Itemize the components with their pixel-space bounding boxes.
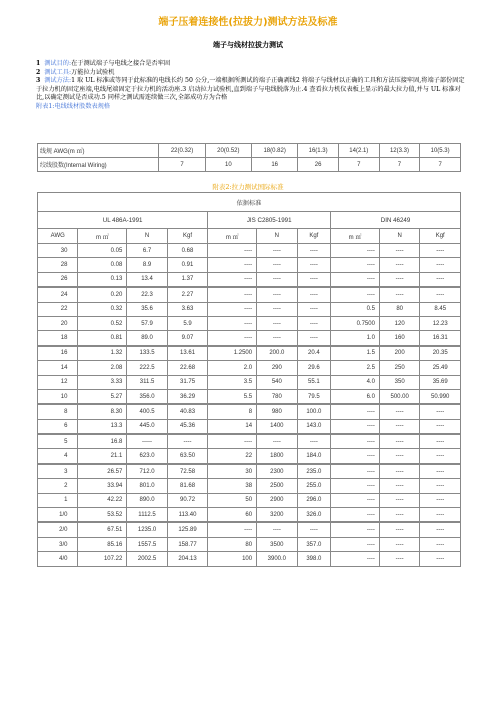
table-cell: ----	[208, 302, 257, 316]
table-cell: 40.83	[167, 404, 207, 419]
table-row	[38, 144, 461, 158]
table-cell: ----	[257, 316, 297, 330]
table-cell: 8	[38, 404, 78, 419]
table-cell: ----	[297, 287, 330, 302]
table-cell: 5.5	[208, 389, 257, 404]
table-cell: 2.27	[167, 287, 207, 302]
table-cell: ----	[379, 537, 419, 551]
table-cell: 4.0	[331, 375, 380, 389]
table-cell: 20.4	[297, 346, 330, 361]
table-cell: 0.91	[167, 258, 207, 272]
table-cell: 35.69	[420, 375, 461, 389]
table-cell: 1557.5	[127, 537, 167, 551]
table-cell: 24	[38, 287, 78, 302]
table-cell: ----	[208, 434, 257, 449]
table-cell: 3900.0	[257, 552, 297, 566]
table-cell: ----	[297, 258, 330, 272]
table-cell: ----	[420, 464, 461, 479]
table-cell: 28	[38, 258, 78, 272]
table-row	[38, 508, 461, 523]
test-description	[36, 60, 466, 111]
table-cell: ----	[331, 508, 380, 523]
wire-strand-table	[37, 143, 461, 172]
table-cell: ----	[420, 287, 461, 302]
group-header: JIS C2805-1991	[208, 212, 331, 229]
table-row	[38, 449, 461, 464]
table-cell: ----	[257, 258, 297, 272]
table-cell: 26.57	[78, 464, 127, 479]
table-cell: 72.58	[167, 464, 207, 479]
table-cell: 36.29	[167, 389, 207, 404]
table-cell: 55.1	[297, 375, 330, 389]
table-cell: 26	[298, 158, 339, 172]
table-cell: 2002.5	[127, 552, 167, 566]
table-row	[38, 389, 461, 404]
table2-caption: 附表2:拉力测试国际标准	[212, 183, 284, 191]
table-cell: 143.0	[297, 419, 330, 434]
table-cell: 10(5.3)	[420, 144, 461, 158]
table-cell: 1.37	[167, 272, 207, 287]
table-cell: 85.16	[78, 537, 127, 551]
table-cell: 60	[208, 508, 257, 523]
table-cell: 0.5	[331, 302, 380, 316]
table-row	[38, 537, 461, 551]
table-cell: 80	[208, 537, 257, 551]
table-cell: 2900	[257, 493, 297, 507]
table-cell: 16.31	[420, 331, 461, 346]
table-row	[38, 419, 461, 434]
table-cell: 20.35	[420, 346, 461, 361]
table-cell: 184.0	[297, 449, 330, 464]
table-cell: ----	[257, 522, 297, 537]
table-cell: ----	[257, 272, 297, 287]
table-cell: 235.0	[297, 464, 330, 479]
table-cell: 1235.0	[127, 522, 167, 537]
table-cell: ----	[420, 258, 461, 272]
table-cell: 3/0	[38, 537, 78, 551]
table-cell: 22(0.32)	[159, 144, 205, 158]
table-cell: 20(0.52)	[205, 144, 251, 158]
table-cell: ----	[257, 287, 297, 302]
table-cell: 57.9	[127, 316, 167, 330]
table-cell: 8	[208, 404, 257, 419]
table-cell: 线规 AWG(m ㎡)	[38, 144, 159, 158]
table-cell: ----	[257, 331, 297, 346]
table-cell: ----	[331, 287, 380, 302]
table-cell: 9.07	[167, 331, 207, 346]
table-cell: 357.0	[297, 537, 330, 551]
table-cell: 400.5	[127, 404, 167, 419]
table-cell: 7	[338, 158, 379, 172]
table-cell: 158.77	[167, 537, 207, 551]
table-cell: 2.08	[78, 361, 127, 375]
table-cell: 107.22	[78, 552, 127, 566]
table-cell: ----	[379, 479, 419, 493]
table-cell: 712.0	[127, 464, 167, 479]
table-cell: 500.00	[379, 389, 419, 404]
column-header: AWG	[38, 229, 78, 244]
table-cell: ----	[331, 404, 380, 419]
column-header: m ㎡	[208, 229, 257, 244]
table-row	[38, 346, 461, 361]
table-cell: 100.0	[297, 404, 330, 419]
column-header: Kgf	[420, 229, 461, 244]
table-cell: 255.0	[297, 479, 330, 493]
table-cell: 350	[379, 375, 419, 389]
table-cell: 79.5	[297, 389, 330, 404]
table-cell: ----	[208, 331, 257, 346]
table-row	[38, 361, 461, 375]
table-cell: 5.27	[78, 389, 127, 404]
table-row	[38, 272, 461, 287]
table-cell: 16(1.3)	[298, 144, 339, 158]
table-cell: ----	[331, 272, 380, 287]
table-cell: ----	[420, 449, 461, 464]
document-title: 端子压着连接性(拉拔力)测试方法及标准	[158, 17, 338, 28]
item-method: 3 测试方法:1 取 UL 标准或等同于此标准的电线长约 50 公分,一端根据所测试的端子正确剥线2 将端子与线材以正确的工具和方法压接牢固,将端子部份固定于拉力机的固定座端,电线尾端固定于拉力机的活动座.3 启动拉力试验机,直到端子与电线脱落为止.4 查看拉力机仪表板上显示的最大拉力值,并与 UL 标准对比,以确定测试是否成功.5 同样之测试需连续做三次,全部成功方为合格	[36, 77, 465, 101]
table-cell: 1800	[257, 449, 297, 464]
table-cell: 326.0	[297, 508, 330, 523]
table-cell: ----	[331, 537, 380, 551]
table-cell: 890.0	[127, 493, 167, 507]
table-cell: -----	[127, 434, 167, 449]
table-cell: ----	[257, 434, 297, 449]
table-cell: 1/0	[38, 508, 78, 523]
table-cell: ----	[331, 419, 380, 434]
table-cell: ----	[331, 244, 380, 258]
table-cell: 22.3	[127, 287, 167, 302]
table-cell: 12	[38, 375, 78, 389]
table-cell: ----	[420, 537, 461, 551]
table-cell: 6.7	[127, 244, 167, 258]
table-row	[38, 493, 461, 507]
item-purpose: 1 测试目的:在于测试端子与电线之接合是否牢固	[36, 60, 171, 67]
table-row	[38, 375, 461, 389]
table-cell: 22	[38, 302, 78, 316]
table-cell: 45.36	[167, 419, 207, 434]
table-cell: 20	[38, 316, 78, 330]
table-cell: 30	[38, 244, 78, 258]
table-cell: 30	[208, 464, 257, 479]
table-cell: 5	[38, 434, 78, 449]
table-cell: ----	[420, 419, 461, 434]
table-cell: 120	[379, 316, 419, 330]
table-cell: ----	[257, 302, 297, 316]
table-cell: ----	[167, 434, 207, 449]
column-header: N	[127, 229, 167, 244]
table-cell: ----	[379, 244, 419, 258]
table-cell: ----	[331, 493, 380, 507]
table-cell: ----	[297, 434, 330, 449]
table-cell: 0.13	[78, 272, 127, 287]
table-cell: ----	[379, 464, 419, 479]
item-tool: 2 测试工具:万能拉力试验机	[36, 68, 115, 76]
table-cell: 2300	[257, 464, 297, 479]
table-cell: 10	[205, 158, 251, 172]
table-cell: 13.3	[78, 419, 127, 434]
table-cell: 16	[38, 346, 78, 361]
table-cell: 3.5	[208, 375, 257, 389]
table-cell: ----	[379, 272, 419, 287]
table-cell: 623.0	[127, 449, 167, 464]
table-cell: 204.13	[167, 552, 207, 566]
table-cell: 4	[38, 449, 78, 464]
table-cell: 0.68	[167, 244, 207, 258]
table-row	[38, 244, 461, 258]
table-cell: 1.0	[331, 331, 380, 346]
table-cell: 3.33	[78, 375, 127, 389]
table-cell: ----	[379, 552, 419, 566]
table-cell: 18	[38, 331, 78, 346]
table-cell: ----	[208, 258, 257, 272]
table-cell: ----	[297, 272, 330, 287]
table-cell: 13.61	[167, 346, 207, 361]
table-cell: ----	[379, 258, 419, 272]
table-cell: 22	[208, 449, 257, 464]
table-cell: 8.30	[78, 404, 127, 419]
table-cell: 296.0	[297, 493, 330, 507]
table-cell: ----	[208, 287, 257, 302]
table-cell: 780	[257, 389, 297, 404]
table-row	[38, 404, 461, 419]
table-cell: 3.63	[167, 302, 207, 316]
table-cell: ----	[257, 244, 297, 258]
table-body	[38, 244, 461, 567]
table-cell: 2500	[257, 479, 297, 493]
table-cell: 12.23	[420, 316, 461, 330]
table-cell: ----	[420, 508, 461, 523]
table-cell: 10	[38, 389, 78, 404]
table-cell: ----	[331, 434, 380, 449]
table-cell: 6.0	[331, 389, 380, 404]
table-cell: 5.9	[167, 316, 207, 330]
table-cell: 绞线股数(Internal Wiring)	[38, 158, 159, 172]
table-cell: ----	[208, 244, 257, 258]
group-header: UL 486A-1991	[38, 212, 208, 229]
table-row	[38, 158, 461, 172]
table-cell: ----	[331, 479, 380, 493]
table-cell: 250	[379, 361, 419, 375]
table-row	[38, 464, 461, 479]
table-cell: 16	[252, 158, 298, 172]
table-cell: ----	[331, 522, 380, 537]
table-cell: ----	[379, 508, 419, 523]
table-cell: 2.5	[331, 361, 380, 375]
table-cell: 50.990	[420, 389, 461, 404]
table-cell: 160	[379, 331, 419, 346]
table-cell: 16.8	[78, 434, 127, 449]
table-cell: ----	[420, 493, 461, 507]
table-cell: 18(0.82)	[252, 144, 298, 158]
pull-force-standard-table	[37, 192, 461, 567]
table-cell: ----	[208, 272, 257, 287]
table-cell: 8.45	[420, 302, 461, 316]
table-cell: 7	[379, 158, 420, 172]
table-cell: 25.49	[420, 361, 461, 375]
table-row	[38, 229, 461, 244]
table-cell: 100	[208, 552, 257, 566]
table-cell: 0.08	[78, 258, 127, 272]
table-cell: 63.50	[167, 449, 207, 464]
table-cell: ----	[420, 552, 461, 566]
column-header: N	[379, 229, 419, 244]
table-cell: 90.72	[167, 493, 207, 507]
table-cell: 67.51	[78, 522, 127, 537]
table-cell: ----	[208, 522, 257, 537]
table-cell: 113.40	[167, 508, 207, 523]
table-cell: ----	[379, 287, 419, 302]
table-cell: 0.52	[78, 316, 127, 330]
table-cell: 290	[257, 361, 297, 375]
table-cell: 200	[379, 346, 419, 361]
table-row	[38, 287, 461, 302]
table-cell: 33.94	[78, 479, 127, 493]
table-cell: ----	[379, 522, 419, 537]
table-cell: ----	[297, 302, 330, 316]
table-row	[38, 212, 461, 229]
table-row	[38, 552, 461, 566]
table-cell: ----	[331, 552, 380, 566]
table-cell: 2/0	[38, 522, 78, 537]
table-cell: ----	[297, 244, 330, 258]
document-subtitle: 端子与线材拉拔力测试	[213, 41, 283, 49]
table-cell: 2.0	[208, 361, 257, 375]
table-cell: 125.89	[167, 522, 207, 537]
table-cell: ----	[208, 316, 257, 330]
table-cell: 21.1	[78, 449, 127, 464]
table-cell: ----	[420, 404, 461, 419]
column-header: m ㎡	[78, 229, 127, 244]
table-cell: 6	[38, 419, 78, 434]
table-cell: 14(2.1)	[338, 144, 379, 158]
table-cell: 0.32	[78, 302, 127, 316]
table-cell: 0.7500	[331, 316, 380, 330]
table-cell: 1400	[257, 419, 297, 434]
table-cell: 22.68	[167, 361, 207, 375]
table-row	[38, 316, 461, 330]
table-row	[38, 522, 461, 537]
table-cell: 53.52	[78, 508, 127, 523]
table-cell: 14	[38, 361, 78, 375]
table-cell: 35.6	[127, 302, 167, 316]
table-cell: 1.32	[78, 346, 127, 361]
table-row	[38, 193, 461, 212]
table-cell: 2	[38, 479, 78, 493]
table-cell: ----	[379, 404, 419, 419]
table-row	[38, 302, 461, 316]
table-cell: 200.0	[257, 346, 297, 361]
item-appendix1: 附表1:电线线材股数表规格	[36, 102, 111, 110]
table-cell: ----	[379, 449, 419, 464]
table-cell: 356.0	[127, 389, 167, 404]
table-cell: 445.0	[127, 419, 167, 434]
table-cell: 222.5	[127, 361, 167, 375]
table-cell: ----	[420, 272, 461, 287]
table-cell: 133.5	[127, 346, 167, 361]
basis-header: 依据标准	[38, 193, 461, 212]
table-cell: 26	[38, 272, 78, 287]
table-cell: 42.22	[78, 493, 127, 507]
table-cell: 3500	[257, 537, 297, 551]
table-cell: 31.75	[167, 375, 207, 389]
table-cell: 12(3.3)	[379, 144, 420, 158]
table-row	[38, 331, 461, 346]
table-cell: 311.5	[127, 375, 167, 389]
table-cell: 14	[208, 419, 257, 434]
table-row	[38, 258, 461, 272]
table-cell: 8.9	[127, 258, 167, 272]
group-header: DIN 46249	[331, 212, 461, 229]
table-cell: 1.2500	[208, 346, 257, 361]
column-header: Kgf	[167, 229, 207, 244]
table-cell: 398.0	[297, 552, 330, 566]
table-cell: 1112.5	[127, 508, 167, 523]
table-cell: 4/0	[38, 552, 78, 566]
table-cell: ----	[331, 258, 380, 272]
table-cell: ----	[331, 464, 380, 479]
table-cell: 7	[159, 158, 205, 172]
table-cell: 38	[208, 479, 257, 493]
table-cell: 0.20	[78, 287, 127, 302]
table-cell: ----	[297, 331, 330, 346]
table-cell: ----	[379, 493, 419, 507]
table-cell: 801.0	[127, 479, 167, 493]
column-header: N	[257, 229, 297, 244]
table-cell: 3	[38, 464, 78, 479]
column-header: m ㎡	[331, 229, 380, 244]
table-cell: ----	[420, 479, 461, 493]
table-cell: 29.6	[297, 361, 330, 375]
table-cell: 13.4	[127, 272, 167, 287]
table-cell: ----	[420, 522, 461, 537]
table-cell: ----	[297, 522, 330, 537]
table-cell: 0.05	[78, 244, 127, 258]
table-cell: 81.68	[167, 479, 207, 493]
table-cell: ----	[420, 434, 461, 449]
table-cell: ----	[379, 434, 419, 449]
table-cell: 80	[379, 302, 419, 316]
table-cell: 3200	[257, 508, 297, 523]
table-cell: ----	[379, 419, 419, 434]
table-cell: 1.5	[331, 346, 380, 361]
table-cell: 7	[420, 158, 461, 172]
table-row	[38, 434, 461, 449]
table-cell: 980	[257, 404, 297, 419]
table-cell: 540	[257, 375, 297, 389]
table-cell: 89.0	[127, 331, 167, 346]
column-header: Kgf	[297, 229, 330, 244]
table-cell: ----	[420, 244, 461, 258]
table-cell: 50	[208, 493, 257, 507]
table-cell: ----	[331, 449, 380, 464]
table-cell: 1	[38, 493, 78, 507]
table-cell: 0.81	[78, 331, 127, 346]
table-cell: ----	[297, 316, 330, 330]
table-row	[38, 479, 461, 493]
